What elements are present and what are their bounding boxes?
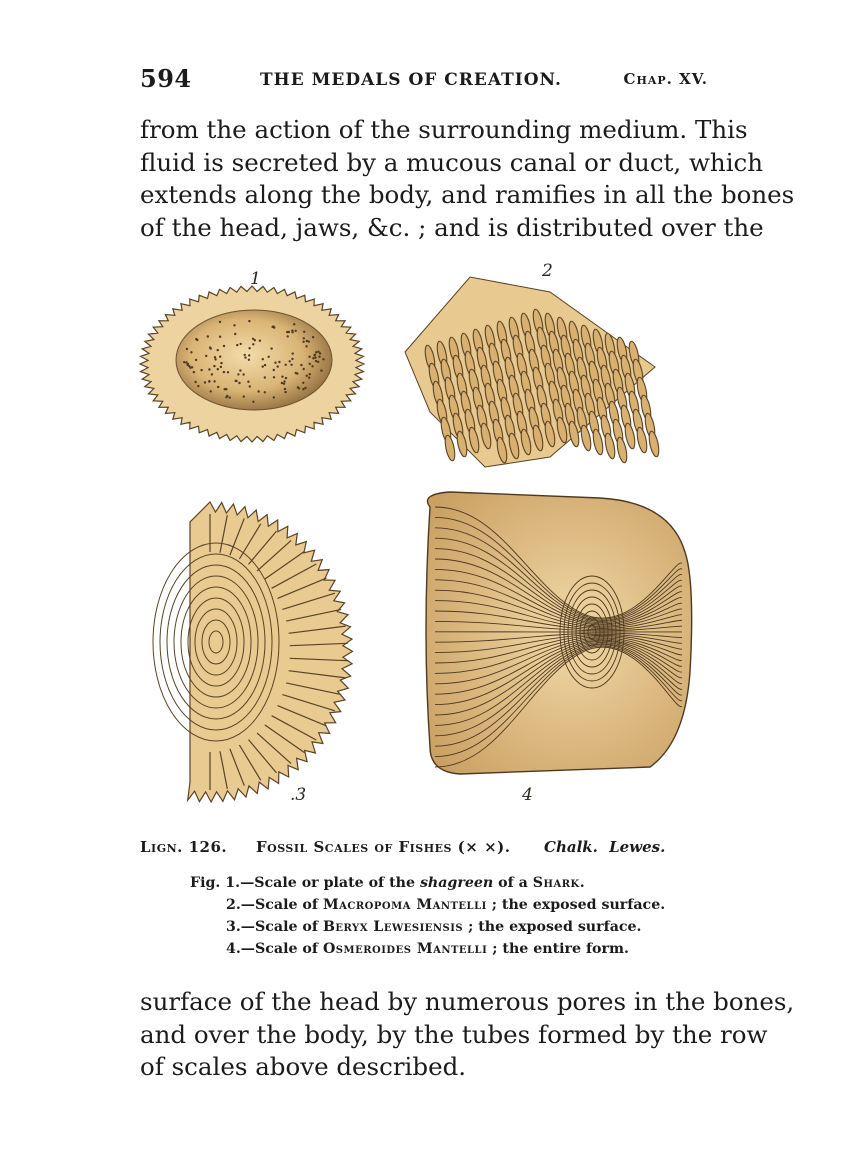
scale-figure-2 — [405, 261, 661, 467]
scale-figure-4 — [426, 492, 692, 805]
text-line: surface of the head by numerous pores in the bones, — [140, 987, 795, 1016]
legend-line-1: Fig. 1.—Scale or plate of the shagreen of a Shark. — [190, 875, 586, 891]
text-line: from the action of the surrounding medium. This — [140, 115, 748, 144]
running-title: THE MEDALS OF CREATION. — [260, 70, 562, 90]
page-header — [140, 64, 708, 100]
scale-figure-1 — [140, 269, 364, 442]
legend-line-2: 2.—Scale of Macropoma Mantelli ; the exposed surface. — [226, 897, 666, 913]
figure-legend — [190, 872, 710, 960]
figure-caption — [140, 838, 708, 862]
fossil-scales-plate — [130, 252, 710, 822]
page-number: 594 — [140, 64, 192, 93]
text-line: fluid is secreted by a mucous canal or duct, which — [140, 147, 764, 177]
legend-line-4: 4.—Scale of Osmeroides Mantelli ; the entire form. — [226, 941, 629, 957]
caption-title: Fossil Scales of Fishes (× ×). — [256, 838, 511, 856]
text-line: extends along the body, and ramifies in all the bones — [140, 180, 795, 209]
chapter-label: Chap. XV. — [623, 70, 708, 88]
text-line: of scales above described. — [140, 1052, 467, 1081]
scale-figure-3 — [153, 502, 353, 805]
figure-number-3: .3 — [290, 785, 307, 805]
figure-number-1: 1 — [250, 269, 261, 289]
figure-number-4: 4 — [522, 785, 533, 805]
caption-lign-number: Lign. 126. — [140, 838, 228, 856]
legend-line-3: 3.—Scale of Beryx Lewesiensis ; the exposed surface. — [226, 919, 642, 935]
text-line: and over the body, by the tubes formed by the row — [140, 1019, 768, 1049]
text-line: of the head, jaws, &c. ; and is distributed over the — [140, 212, 764, 242]
top-paragraph — [140, 114, 795, 244]
caption-locality: Chalk. Lewes. — [544, 838, 666, 856]
bottom-paragraph — [140, 986, 795, 1084]
figure-number-2: 2 — [542, 261, 553, 281]
